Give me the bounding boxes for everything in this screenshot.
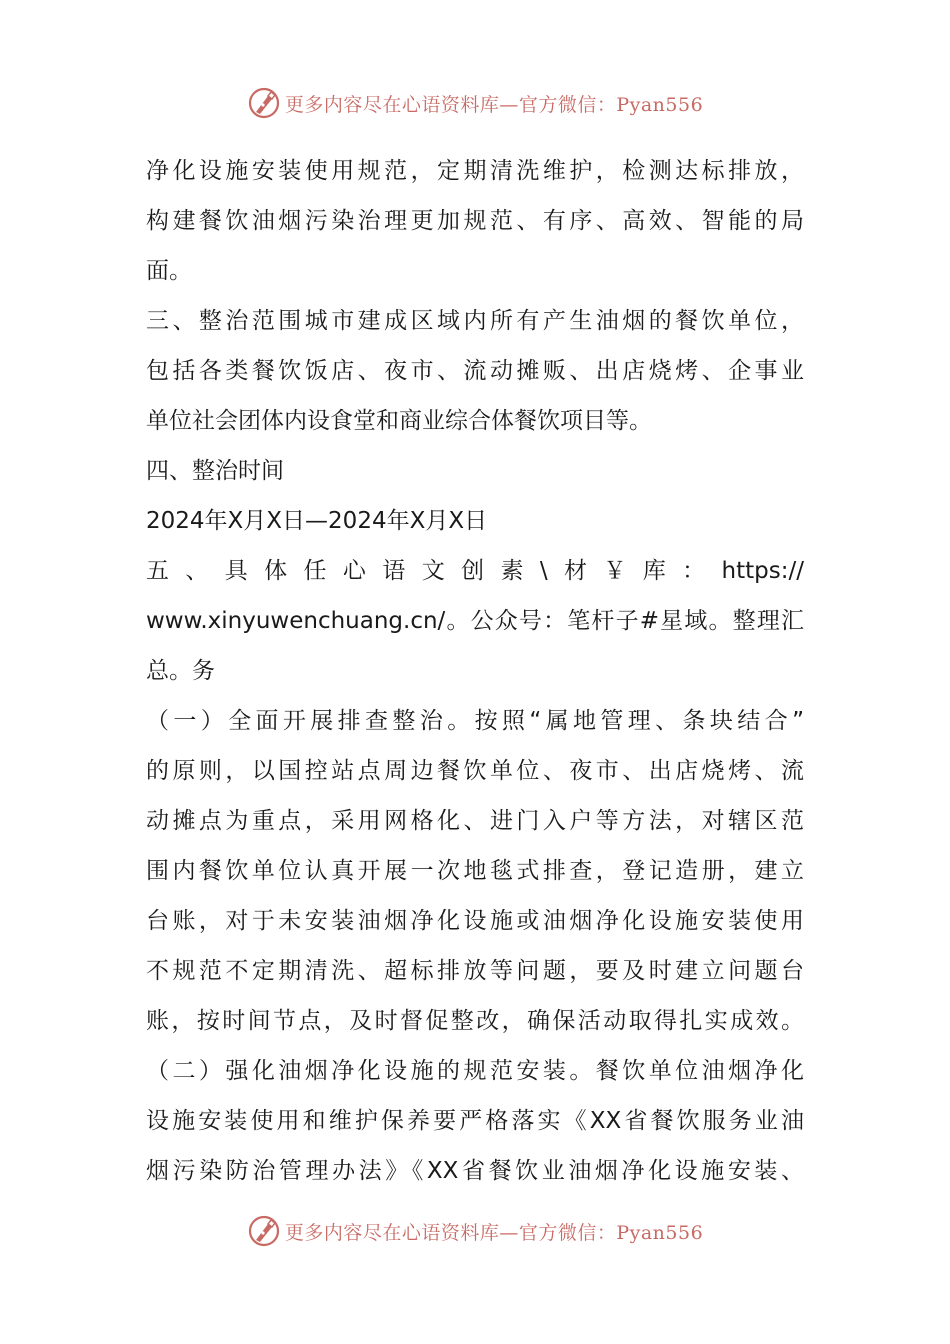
body-text-line: 面。 <box>146 258 192 284</box>
pen-nib-logo-icon <box>247 1214 281 1248</box>
body-text-line: 净化设施安装使用规范，定期清洗维护，检测达标排放， <box>146 158 804 184</box>
watermark-text: 更多内容尽在心语资料库—官方微信：Pyan556 <box>284 1221 704 1244</box>
body-text-line: 动摊点为重点，采用网格化、进门入户等方法，对辖区范 <box>146 808 804 834</box>
body-text-line: www.xinyuwenchuang.cn/。公众号：笔杆子#星域。整理汇 <box>146 608 804 634</box>
body-text-line: 设施安装使用和维护保养要严格落实《XX省餐饮服务业油 <box>146 1108 804 1134</box>
body-text-line: 2024年X月X日—2024年X月X日 <box>146 508 488 534</box>
body-text-line: 围内餐饮单位认真开展一次地毯式排查，登记造册，建立 <box>146 858 804 884</box>
body-text-line: （一）全面开展排查整治。按照“属地管理、条块结合” <box>146 708 804 734</box>
body-text-line: 烟污染防治管理办法》《XX省餐饮业油烟净化设施安装、 <box>146 1158 804 1184</box>
body-text-line: 台账，对于未安装油烟净化设施或油烟净化设施安装使用 <box>146 908 804 934</box>
header-watermark <box>0 83 950 123</box>
body-text-line: 三、整治范围城市建成区域内所有产生油烟的餐饮单位， <box>146 308 804 334</box>
body-text-line: 的原则，以国控站点周边餐饮单位、夜市、出店烧烤、流 <box>146 758 804 784</box>
body-text-line: 四、整治时间 <box>146 458 284 484</box>
body-text-line: 不规范不定期清洗、超标排放等问题，要及时建立问题台 <box>146 958 804 984</box>
body-text-line: 五、具体任心语文创素\材￥库：https:// <box>146 558 804 584</box>
body-text-line: 包括各类餐饮饭店、夜市、流动摊贩、出店烧烤、企事业 <box>146 358 804 384</box>
pen-nib-logo-icon <box>247 86 281 120</box>
body-text-line: 构建餐饮油烟污染治理更加规范、有序、高效、智能的局 <box>146 208 804 234</box>
body-text-line: （二）强化油烟净化设施的规范安装。餐饮单位油烟净化 <box>146 1058 804 1084</box>
body-text-line: 单位社会团体内设食堂和商业综合体餐饮项目等。 <box>146 408 652 434</box>
watermark-text: 更多内容尽在心语资料库—官方微信：Pyan556 <box>284 93 704 116</box>
body-text-line: 总。务 <box>146 658 215 684</box>
body-text-line: 账，按时间节点，及时督促整改，确保活动取得扎实成效。 <box>146 1008 804 1034</box>
footer-watermark <box>0 1211 950 1251</box>
document-body <box>146 146 804 1196</box>
